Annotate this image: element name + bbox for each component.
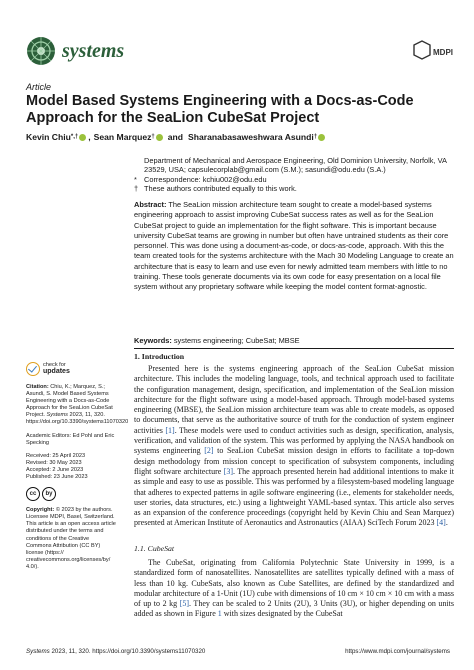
footer-citation <box>26 648 205 655</box>
keywords-text: systems engineering; CubeSat; MBSE <box>173 336 300 345</box>
text-run: . <box>445 518 448 528</box>
citation-label: Citation: <box>26 384 49 390</box>
abstract-label: Abstract: <box>134 200 167 209</box>
orcid-icon[interactable] <box>79 134 86 141</box>
orcid-icon[interactable] <box>318 134 325 141</box>
text-run: . The approach presented herein had additional intentions to make it as simple and easy to use as possible. This was performed by a filesystem-based modeling language that adheres to expected patterns in agile software engineering (i.e., elements for stakeholder needs, user stories, data structures, etc.) using a lightweight YAML-based syntax. This article also serves as an expansion of the conference proceedings (copyright held by Kevin Chiu and Sean Marquez) presented at American Institute of Aeronautics and Astronautics (AIAA) SciTech Forum 2023 <box>134 466 455 528</box>
editors-block <box>26 433 116 447</box>
subsection-heading: 1.1. CubeSat <box>134 544 175 553</box>
updates-check-label: check for <box>43 362 66 369</box>
citation-link[interactable]: [4] <box>436 518 446 528</box>
correspondence-text: Correspondence: kchiu002@odu.edu <box>144 174 267 184</box>
keywords-label: Keywords: <box>134 336 172 345</box>
author-marks: *,† <box>70 134 79 140</box>
abstract <box>134 200 454 293</box>
figure-link[interactable]: 1 <box>217 609 222 619</box>
page-footer <box>26 648 450 655</box>
citation-link[interactable]: [1] <box>165 425 175 435</box>
citation-link[interactable]: [3] <box>223 466 234 476</box>
author-marks: † <box>151 134 155 140</box>
author-name[interactable]: Kevin Chiu <box>26 132 71 142</box>
equal-contribution-text: These authors contributed equally to this work. <box>144 184 297 194</box>
footer-journal: Systems <box>26 648 50 655</box>
check-for-updates-button[interactable] <box>26 362 116 376</box>
cc-icon: cc <box>26 487 40 501</box>
article-type: Article <box>26 82 52 92</box>
text-run: with sizes designated by the CubeSat <box>221 609 343 619</box>
footer-url[interactable]: https://www.mdpi.com/journal/systems <box>345 648 450 655</box>
text-run: Presented here is the systems engineering approach of the SeaLion CubeSat mission architecture. This includes the modeling language, tools, and technical approach used to facilitate the configuration management, design, specification, and implementation of the SeaLion mission architecture for the flight software using a model-based approach. Through model-based systems engineering (MBSE), the SeaLion mission architecture team was able to create models, as opposed to documents, that serve as the authoritative source of truth for the conduction of system engineer activities <box>134 364 454 435</box>
affiliation-text: Department of Mechanical and Aerospace Engineering, Old Dominion University, Norfolk, VA 23529, USA; capsulecorplab@gmail.com (S.M.); sasundi@odu.edu (S.A.) <box>144 156 447 175</box>
footer-doi[interactable]: 2023, 11, 320. https://doi.org/10.3390/systems11070320 <box>51 648 206 655</box>
citation-block <box>26 384 129 427</box>
article-sidebar <box>26 362 129 577</box>
author-name[interactable]: Sean Marquez <box>93 132 152 142</box>
article-title: Model Based Systems Engineering with a Docs-as-Code Approach for the SeaLion CubeSat Project <box>26 93 414 126</box>
section-divider <box>134 348 454 349</box>
author-marks: † <box>313 134 318 140</box>
publisher-name: MDPI <box>433 48 453 57</box>
journal-header <box>26 36 453 72</box>
abstract-text: The SeaLion mission architecture team sought to create a model-based systems engineering approach to assist improving CubeSat success rates as well as for the SeaLion CubeSat project to guide an implementation for the flight software. This is important because university CubeSat teams are growing in number but often have untrained students as their core personnel. This was done using a document-as-code, or docs-as-code, approach. With this the team created tools for the systems architecture with the Mach 30 Modeling Language to create an architecture that is easy to learn and use even for newly admitted team members with little to no training. These tools generate documents via its own code for easy presentation on a local file system without any proprietary software while keeping the model content format-agnostic. <box>134 200 454 292</box>
received-date: Received: 25 April 2023 <box>26 452 86 459</box>
correspondence-mark: * <box>134 174 137 184</box>
text-run: . These models were used to conduct activities such as design, specification, analysis, verification, and validation of the system. This was performed by applying the NASA handbook on systems engineering <box>134 425 454 456</box>
introduction-body <box>134 364 454 529</box>
accepted-date: Accepted: 2 June 2023 <box>26 466 84 473</box>
citation-text: Chiu, K.; Marquez, S.; Asundi, S. Model Based Systems Engineering with a Docs-as-Code Approach for the SeaLion CubeSat Project. <box>26 384 113 419</box>
editors-label: Academic Editors: <box>26 432 72 439</box>
text-run: to SeaLion CubeSat mission design in efforts to facilitate a top-down design methodology from mission concept to specification of subsystem components, including flight software architecture <box>134 446 454 476</box>
orcid-icon[interactable] <box>156 134 163 141</box>
mdpi-logo-icon <box>412 41 453 63</box>
updates-label: updates <box>43 368 70 375</box>
cc-license-badge[interactable] <box>26 487 116 501</box>
copyright-text: © 2023 by the authors. Licensee MDPI, Basel, Switzerland. This article is an open access article distributed under the terms and conditions of the Creative Commons Attribution (CC BY) license (https:// creativecommons.org/licenses/by/ 4.0/). <box>26 507 116 570</box>
journal-name: systems <box>62 40 125 62</box>
paragraph <box>134 558 454 620</box>
copyright-label: Copyright: <box>26 507 55 514</box>
affiliations <box>134 156 454 194</box>
citation-doi[interactable]: 2023, 11, 320. https://doi.org/10.3390/systems11070320 <box>26 412 129 426</box>
keywords <box>134 336 454 345</box>
citation-link[interactable]: [2] <box>204 446 214 456</box>
revised-date: Revised: 30 May 2023 <box>26 459 82 466</box>
editors-names: Ed Pohl and Eric Specking <box>26 432 115 446</box>
equal-contribution-mark: † <box>134 184 139 194</box>
author-name[interactable]: Sharanabasaweshwara Asundi <box>188 132 314 142</box>
systems-journal-logo-icon <box>26 36 56 66</box>
published-date: Published: 23 June 2023 <box>26 474 88 481</box>
section-heading: 1. Introduction <box>134 352 185 361</box>
copyright-block <box>26 507 116 571</box>
by-icon: by <box>42 487 56 501</box>
citation-journal: Systems <box>46 412 68 419</box>
text-run: . They can be scaled to 2 Units (2U), 3 Units (3U), or higher depending on units added as shown in Figure <box>134 599 454 619</box>
cubesat-body <box>134 558 454 620</box>
citation-link[interactable]: [5] <box>179 599 190 609</box>
text-run: The CubeSat, originating from California Polytechnic State University in 1999, is a standardized form of nanosatellites. Nanosatellites are satellites typically defined with a mass of less than 10 kg. CubeSats, also known as Cube Satellites, are defined by the standardized and modular architecture of a 1-Unit (1U) cube with dimensions of 10 cm × 10 cm × 10 cm with a mass of up to 2 kg <box>134 558 454 609</box>
check-updates-icon <box>26 362 40 376</box>
author-conjunction: and <box>167 132 184 142</box>
paragraph <box>134 364 454 529</box>
author-list: Kevin Chiu *,† , Sean Marquez † and Sharanabasaweshwara Asundi † <box>26 132 456 142</box>
dates-block <box>26 453 116 481</box>
